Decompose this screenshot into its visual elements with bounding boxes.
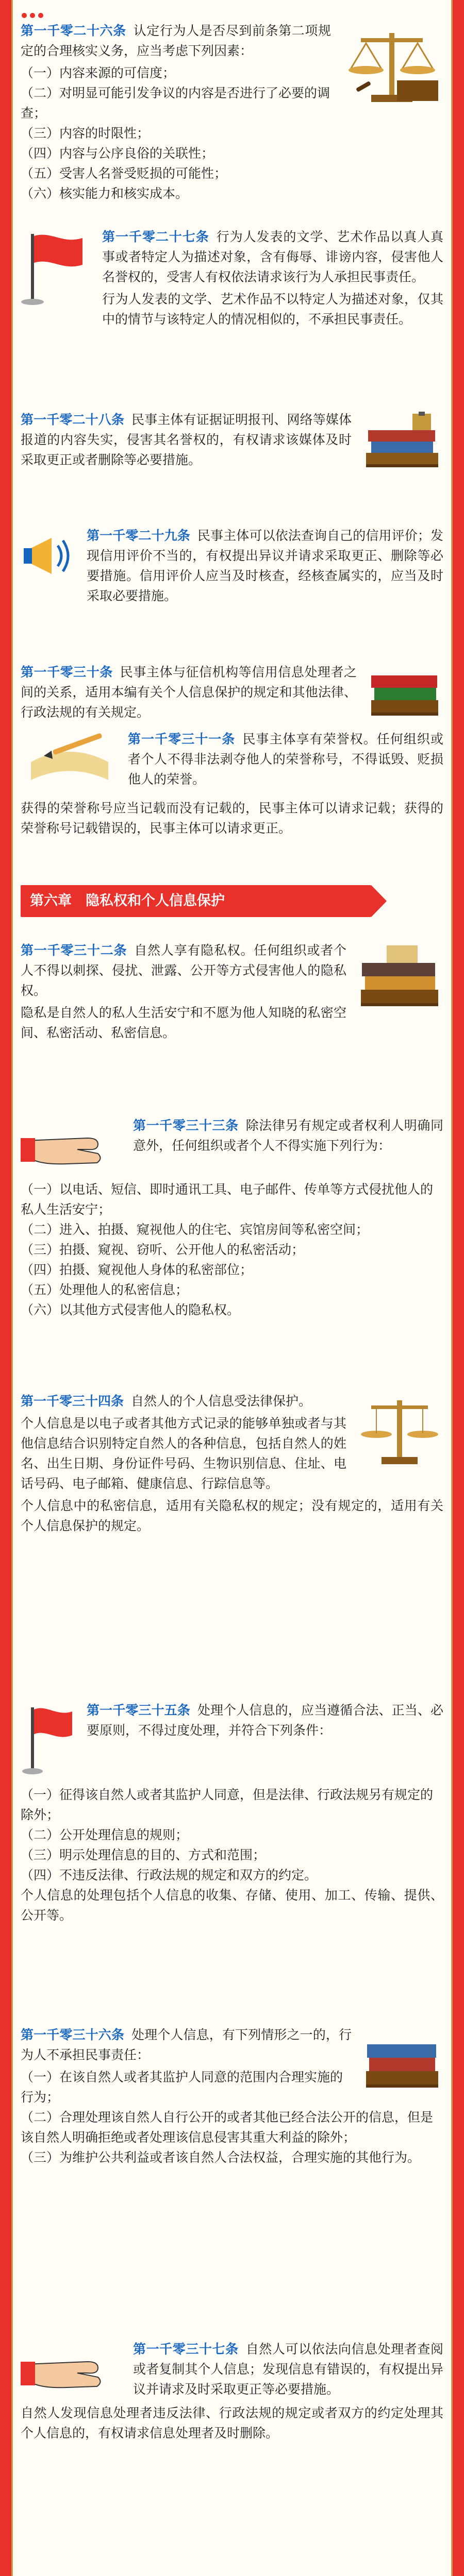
article-number: 第一千零三十一条: [128, 732, 236, 747]
list-item: （一）在该自然人或者其监护人同意的范围内合理实施的行为；: [21, 2070, 343, 2105]
article-number: 第一千零三十三条: [133, 1118, 239, 1133]
scale-icon: [356, 1393, 443, 1472]
article-1034: [21, 1391, 443, 1538]
list-item: （三）内容的时限性；: [21, 126, 150, 141]
article-1030-text: 第一千零三十条 民事主体与征信机构等信用信息处理者之间的关系，适用本编有关个人信息保护的规定和其他法律、行政法规的有关规定。: [21, 665, 357, 720]
scale-icon: [340, 23, 443, 112]
article-1030: [21, 662, 443, 726]
article-1029: [21, 526, 443, 608]
article-1032-para2: 隐私是自然人的私人生活安宁和不愿为他人知晓的私密空间、私密活动、私密信息。: [21, 1005, 346, 1040]
article-1034-para3: 个人信息中的私密信息，适用有关隐私权的规定；没有规定的，适用有关个人信息保护的规定。: [21, 1498, 443, 1533]
books-icon: [361, 412, 443, 481]
article-1026-text: 第一千零二十六条 认定行为人是否尽到前条第二项规定的合理核实义务，应当考虑下列因素：: [21, 23, 331, 58]
list-item: （五）受害人名誉受贬损的可能性；: [21, 166, 227, 181]
article-1034-text: 第一千零三十四条 自然人的个人信息受法律保护。: [21, 1394, 312, 1409]
list-item: （一）内容来源的可信度；: [21, 65, 176, 80]
list-item: （一）征得该自然人或者其监护人同意，但是法律、行政法规另有规定的除外；: [21, 1787, 434, 1822]
list-item: （五）处理他人的私密信息；: [21, 1282, 189, 1297]
article-1028-text: 第一千零二十八条 民事主体有证据证明报刊、网络等媒体报道的内容失实，侵害其名誉权的，有权请求该媒体及时采取更正或者删除等必要措施。: [21, 412, 352, 467]
pointing-hand-icon: [21, 2341, 124, 2400]
article-1036: [21, 2025, 443, 2167]
books-icon: [356, 942, 443, 1016]
list-item: （一）以电话、短信、即时通讯工具、电子邮件、传单等方式侵扰他人的私人生活安宁；: [21, 1182, 434, 1217]
article-1032: [21, 940, 443, 1045]
article-1033-text: 第一千零三十三条 除法律另有规定或者权利人明确同意外，任何组织或者个人不得实施下列行为：: [133, 1118, 443, 1153]
article-1037-para2: 自然人发现信息处理者违反法律、行政法规的规定或者双方的约定处理其个人信息的，有权请求信息处理者及时删除。: [21, 2405, 443, 2441]
list-item: （四）拍摄、窥视他人身体的私密部位；: [21, 1262, 253, 1277]
list-item: （四）内容与公序良俗的关联性；: [21, 146, 214, 161]
article-1036-text: 第一千零三十六条 处理个人信息，有下列情形之一的，行为人不承担民事责任：: [21, 2027, 352, 2062]
article-number: 第一千零二十八条: [21, 412, 124, 427]
article-number: 第一千零三十五条: [87, 1703, 190, 1718]
article-1027-text: 第一千零二十七条 行为人发表的文学、艺术作品以真人真事或者特定人为描述对象，含有侮辱、诽谤内容，侵害他人名誉权的，受害人有权依法请求该行为人承担民事责任。: [102, 229, 443, 284]
pen-icon: [21, 731, 119, 795]
books-icon: [366, 664, 443, 723]
article-number: 第一千零三十二条: [21, 943, 127, 958]
list-item: （三）为维护公共利益或者该自然人合法权益，合理实施的其他行为。: [21, 2150, 421, 2165]
article-1027-para2: 行为人发表的文学、艺术作品不以特定人为描述对象，仅其中的情节与该特定人的情况相似的，不承担民事责任。: [102, 292, 443, 327]
article-1032-text: 第一千零三十二条 自然人享有隐私权。任何组织或者个人不得以刺探、侵扰、泄露、公开等方式侵害他人的隐私权。: [21, 943, 346, 998]
flag-icon: [21, 229, 93, 313]
article-1031-text: 第一千零三十一条 民事主体享有荣誉权。任何组织或者个人不得非法剥夺他人的荣誉称号，不得诋毁、贬损他人的荣誉。: [128, 732, 443, 787]
article-number: 第一千零二十六条: [21, 23, 126, 38]
article-1031: [21, 729, 443, 840]
megaphone-icon: [21, 528, 77, 586]
article-number: 第一千零二十七条: [102, 229, 209, 244]
list-item: （六）核实能力和核实成本。: [21, 186, 189, 201]
list-item: （二）公开处理信息的规则；: [21, 1827, 189, 1842]
list-item: （二）合理处理该自然人自行公开的或者其他已经合法公开的信息，但是该自然人明确拒绝或者处理该信息侵害其重大利益的除外；: [21, 2110, 434, 2145]
article-1027: [21, 227, 443, 331]
article-1037-text: 第一千零三十七条 自然人可以依法向信息处理者查阅或者复制其个人信息；发现信息有错误的，有权提出异议并请求及时采取更正等必要措施。: [133, 2342, 443, 2397]
chapter-title: 第六章 隐私权和个人信息保护: [21, 885, 371, 917]
list-item: （三）明示处理信息的目的、方式和范围；: [21, 1848, 266, 1862]
article-number: 第一千零三十四条: [21, 1394, 124, 1409]
article-1031-para2: 获得的荣誉称号应当记载而没有记载的，民事主体可以请求记载；获得的荣誉称号记载错误的，民事主体可以请求更正。: [21, 801, 443, 836]
list-item: （二）对明显可能引发争议的内容是否进行了必要的调查；: [21, 86, 330, 121]
flag-icon: [21, 1702, 77, 1782]
article-1037: [21, 2339, 443, 2445]
article-number: 第一千零三十六条: [21, 2027, 124, 2042]
books-icon: [361, 2027, 443, 2101]
article-number: 第一千零二十九条: [87, 528, 190, 543]
article-number: 第一千零三十条: [21, 665, 113, 680]
article-number: 第一千零三十七条: [133, 2342, 239, 2357]
list-item: （六）以其他方式侵害他人的隐私权。: [21, 1302, 240, 1317]
article-1035-text: 第一千零三十五条 处理个人信息的，应当遵循合法、正当、必要原则，不得过度处理，并符合下列条件：: [87, 1703, 443, 1738]
list-item: （二）进入、拍摄、窥视他人的住宅、宾馆房间等私密空间；: [21, 1222, 369, 1237]
article-1035-para2: 个人信息的处理包括个人信息的收集、存储、使用、加工、传输、提供、公开等。: [21, 1888, 443, 1923]
article-1034-para2: 个人信息是以电子或者其他方式记录的能够单独或者与其他信息结合识别特定自然人的各种信息，包括自然人的姓名、出生日期、身份证件号码、生物识别信息、住址、电话号码、电子邮箱、健康信息、行踪信息等。: [21, 1416, 346, 1491]
pointing-hand-icon: [21, 1117, 124, 1176]
list-item: （四）不违反法律、行政法规的规定和双方的约定。: [21, 1868, 318, 1883]
article-1033: [21, 1115, 443, 1320]
article-1035: [21, 1700, 443, 1927]
list-item: （三）拍摄、窥视、窃听、公开他人的私密活动；: [21, 1242, 305, 1257]
article-1028: [21, 410, 443, 484]
article-1026: [21, 21, 443, 204]
article-1029-text: 第一千零二十九条 民事主体可以依法查询自己的信用评价；发现信用评价不当的，有权提出异议并请求采取更正、删除等必要措施。信用评价人应当及时核查，经核查属实的，应当及时采取必要措施。: [87, 528, 443, 603]
